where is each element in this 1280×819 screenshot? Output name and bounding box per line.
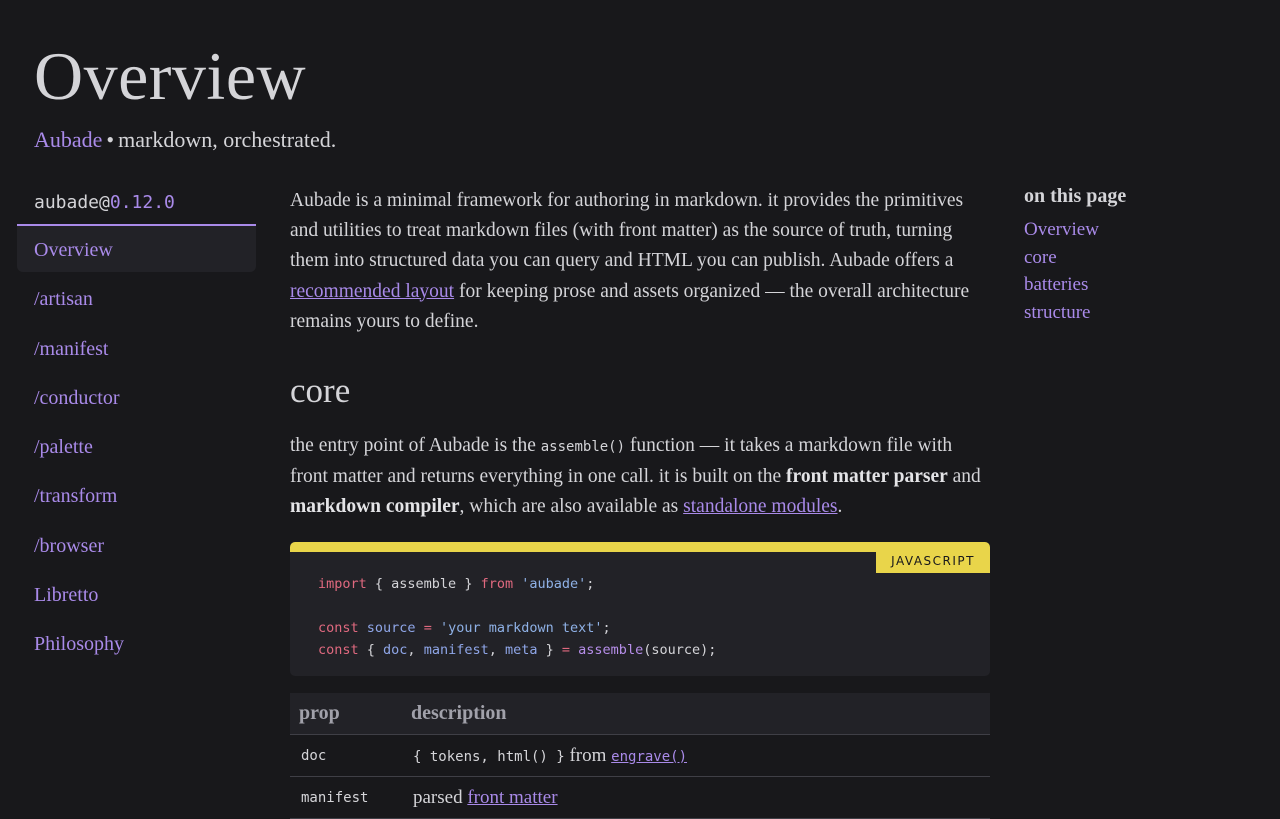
core-text-3: and — [947, 466, 981, 488]
sidebar-item-libretto[interactable]: Libretto — [34, 584, 99, 607]
table-header-description: description — [402, 693, 990, 735]
version-number: 0.12.0 — [109, 192, 175, 213]
front-matter-link[interactable]: front matter — [467, 786, 558, 808]
package-name: aubade@ — [34, 192, 110, 213]
core-paragraph — [290, 431, 990, 523]
table-row — [290, 777, 990, 819]
main-content — [290, 186, 990, 819]
manifest-desc-text: parsed — [413, 786, 468, 808]
page-title: Overview — [34, 38, 307, 114]
code-line-2 — [318, 595, 962, 617]
toc-item-core[interactable]: core — [1024, 246, 1057, 268]
recommended-layout-link[interactable]: recommended layout — [290, 280, 455, 302]
toc-item-overview[interactable]: Overview — [1024, 219, 1099, 240]
core-text-4: , which are also available as — [459, 496, 684, 518]
toc-item-structure[interactable]: structure — [1024, 301, 1091, 323]
sidebar-item-palette[interactable]: /palette — [34, 436, 93, 459]
sidebar-item-overview[interactable]: Overview — [17, 226, 256, 272]
code-language-badge: JAVASCRIPT — [876, 551, 990, 573]
table-row — [290, 735, 990, 777]
table-cell-description — [402, 735, 990, 777]
toc-item-batteries[interactable]: batteries — [1024, 274, 1089, 295]
tagline — [34, 124, 336, 156]
core-heading: core — [290, 371, 351, 411]
code-line-3: const source = 'your markdown text'; — [318, 619, 611, 636]
tagline-separator: • — [106, 127, 115, 152]
table-header-row — [290, 693, 990, 735]
sidebar-item-conductor[interactable]: /conductor — [34, 386, 120, 409]
intro-text-2: for keeping prose and assets organized — the overall architecture remains yours to define. — [290, 280, 970, 332]
intro-paragraph — [290, 186, 990, 337]
sidebar-item-browser[interactable]: /browser — [34, 534, 104, 557]
table-header-prop: prop — [290, 693, 402, 735]
core-text-5: . — [837, 496, 843, 518]
table-cell-description — [402, 777, 990, 819]
table-of-contents — [1024, 183, 1126, 326]
core-text-1: the entry point of Aubade is the — [290, 435, 541, 457]
standalone-modules-link[interactable]: standalone modules — [683, 496, 838, 518]
toc-title: on this page — [1024, 185, 1127, 207]
version-selector[interactable] — [17, 186, 256, 226]
engrave-link[interactable]: engrave() — [611, 748, 688, 765]
table-cell-prop: manifest — [290, 777, 402, 819]
sidebar-item-philosophy[interactable]: Philosophy — [34, 633, 125, 656]
assemble-inline-code: assemble() — [540, 439, 626, 456]
code-block[interactable] — [290, 542, 990, 676]
props-table — [290, 693, 990, 819]
markdown-compiler-bold: markdown compiler — [290, 496, 460, 518]
intro-text-1: Aubade is a minimal framework for authoring in markdown. it provides the primitives and utilities to treat markdown files (with front matter) as the source of truth, turning them into structured data you can query and HTML you can publish. Aubade offers a — [290, 190, 964, 272]
core-text-2: function — it takes a markdown file with front matter and returns everything in one call. it is built on the — [290, 435, 953, 488]
doc-desc-text: from — [564, 744, 612, 766]
sidebar-item-manifest[interactable]: /manifest — [34, 337, 109, 360]
code-line-1: import { assemble } from 'aubade'; — [318, 575, 595, 592]
sidebar-item-artisan[interactable]: /artisan — [34, 288, 93, 311]
tagline-text: markdown, orchestrated. — [118, 127, 337, 152]
brand-link[interactable]: Aubade — [34, 127, 103, 152]
sidebar — [17, 186, 256, 670]
sidebar-item-transform[interactable]: /transform — [34, 485, 118, 508]
doc-type-code: { tokens, html() } — [413, 748, 565, 765]
front-matter-parser-bold: front matter parser — [786, 466, 948, 488]
table-cell-prop: doc — [290, 735, 402, 777]
code-line-4: const { doc, manifest, meta } = assemble(source); — [318, 641, 717, 658]
